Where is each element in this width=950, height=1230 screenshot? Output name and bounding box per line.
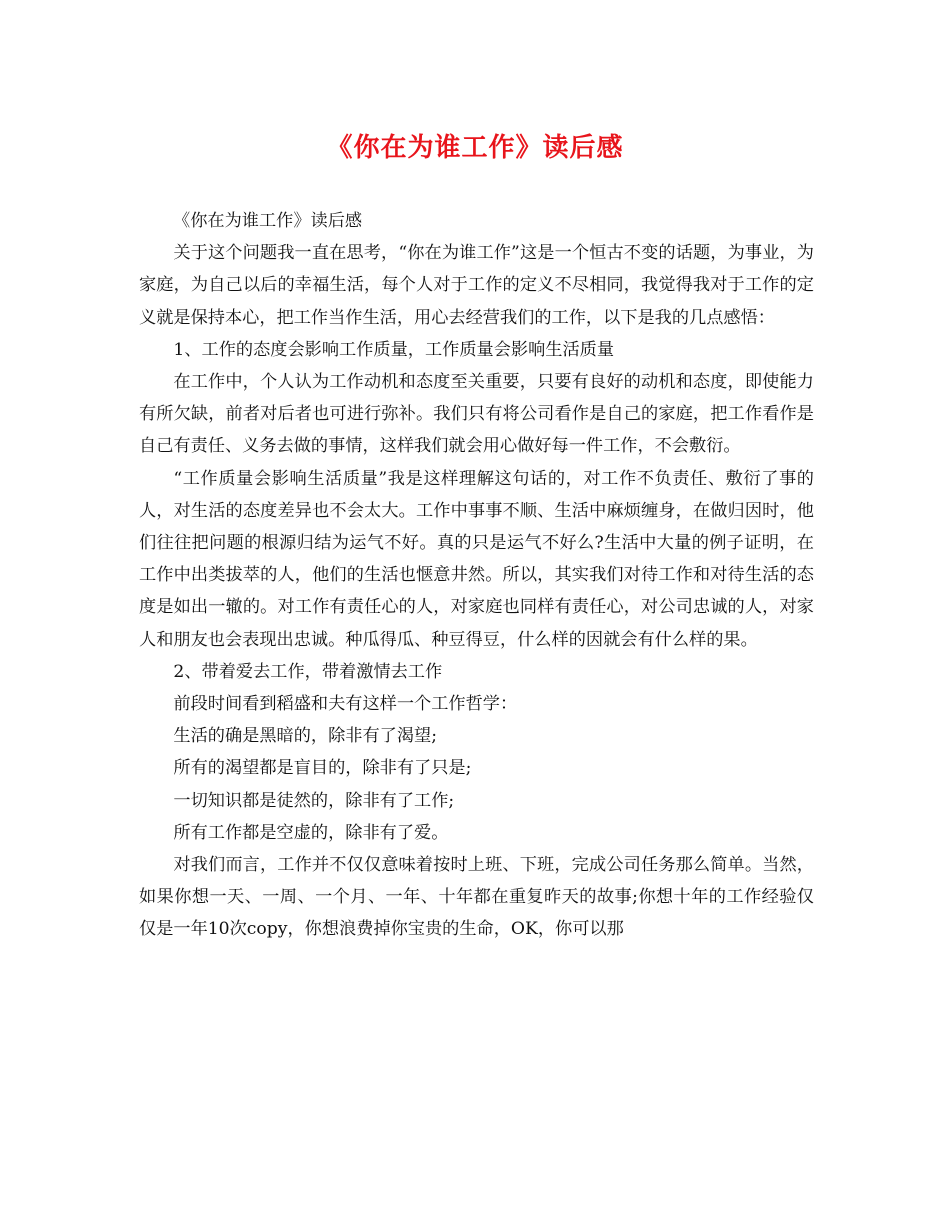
quote-line-4: 所有工作都是空虚的，除非有了爱。 (173, 822, 449, 843)
document-title: 《你在为谁工作》读后感 (326, 133, 624, 163)
paragraph-meaning: 对我们而言，工作并不仅仅意味着按时上班、下班，完成公司任务那么简单。当然，如果你想一天、一周、一个月、一年、十年都在重复昨天的故事;你想十年的工作经验仅仅是一年10次copy，你想浪费掉你宝贵的生命，OK，你可以那 (139, 855, 814, 940)
quote-line-3: 一切知识都是徒然的，除非有了工作; (173, 790, 455, 811)
paragraph-attitude: 在工作中，个人认为工作动机和态度至关重要，只要有良好的动机和态度，即使能力有所欠缺，前者对后者也可进行弥补。我们只有将公司看作是自己的家庭，把工作看作是自己有责任、义务去做的事情，这样我们就会用心做好每一件工作，不会敷衍。 (139, 372, 814, 457)
quote-line-1: 生活的确是黑暗的，除非有了渴望; (173, 726, 437, 747)
section-heading-1: 1、工作的态度会影响工作质量，工作质量会影响生活质量 (173, 339, 615, 360)
section-heading-2: 2、带着爱去工作，带着激情去工作 (173, 661, 443, 682)
paragraph-quality: “工作质量会影响生活质量”我是这样理解这句话的，对工作不负责任、敷衍了事的人，对生活的态度差异也不会太大。工作中事事不顺、生活中麻烦缠身，在做归因时，他们往往把问题的根源归结为运气不好。真的只是运气不好么?生活中大量的例子证明，在工作中出类拔萃的人，他们的生活也惬意井然。所以，其实我们对待工作和对待生活的态度是如出一辙的。对工作有责任心的人，对家庭也同样有责任心，对公司忠诚的人，对家人和朋友也会表现出忠诚。种瓜得瓜、种豆得豆，什么样的因就会有什么样的果。 (139, 468, 814, 650)
paragraph-intro: 关于这个问题我一直在思考，“你在为谁工作”这是一个恒古不变的话题，为事业，为家庭，为自己以后的幸福生活，每个人对于工作的定义不尽相同，我觉得我对于工作的定义就是保持本心，把工作当作生活，用心去经营我们的工作，以下是我的几点感悟： (139, 243, 814, 328)
quote-line-2: 所有的渴望都是盲目的，除非有了只是; (173, 758, 472, 779)
document-subtitle: 《你在为谁工作》读后感 (173, 211, 363, 231)
paragraph-philosophy: 前段时间看到稻盛和夫有这样一个工作哲学： (173, 694, 518, 715)
document-body (139, 205, 814, 946)
